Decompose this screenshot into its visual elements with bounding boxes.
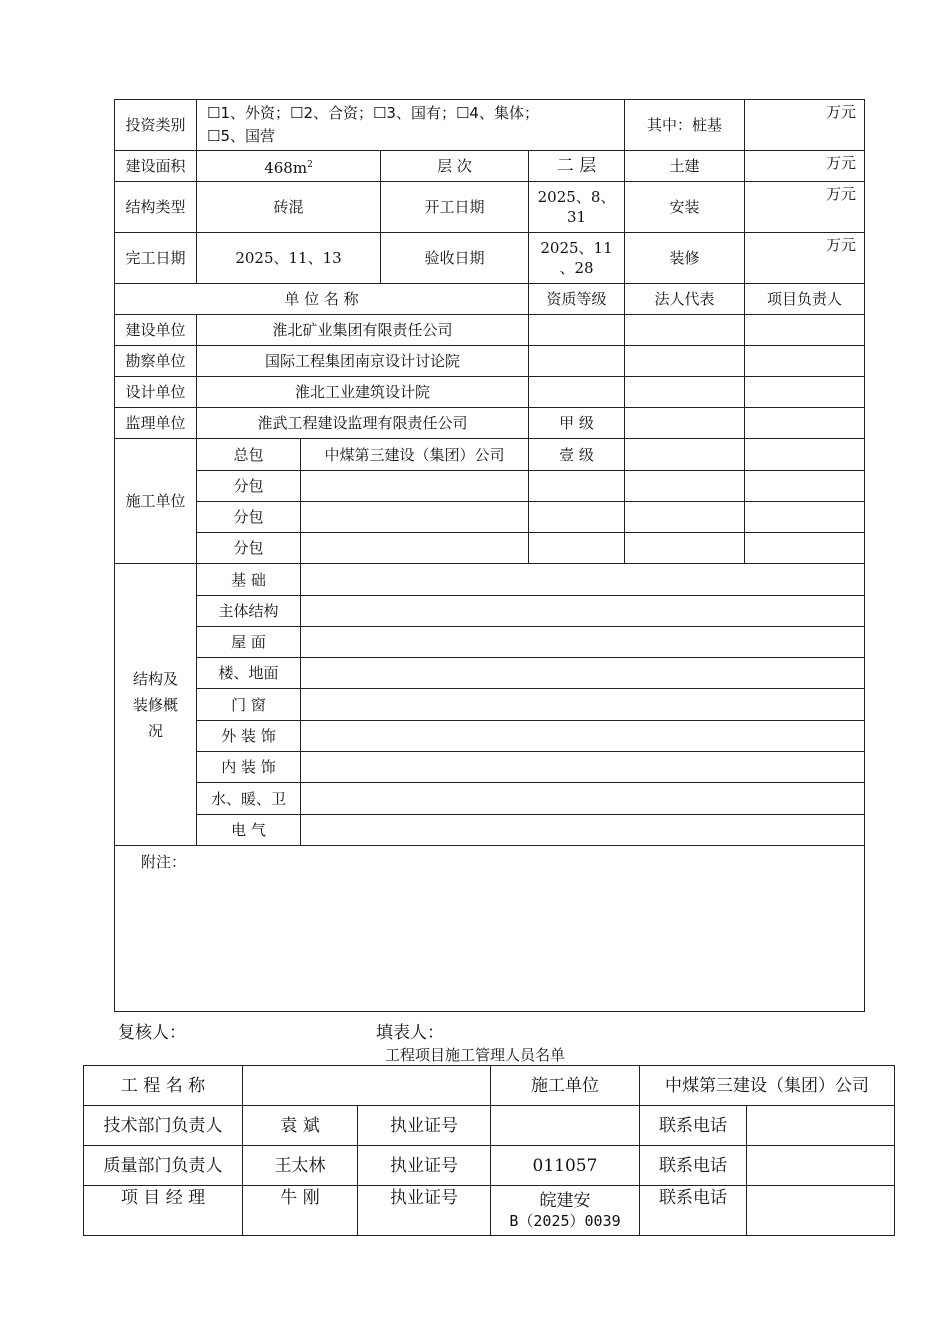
invest-options-line1: ☐1、外资；☐2、合资；☐3、国有；☐4、集体； bbox=[207, 104, 539, 122]
structure-item-label: 电 气 bbox=[197, 815, 301, 846]
install-value: 万元 bbox=[745, 182, 865, 233]
unit-pm bbox=[745, 315, 865, 346]
note-cell bbox=[115, 846, 865, 1012]
units-header-grade: 资质等级 bbox=[529, 284, 625, 315]
phone-label: 联系电话 bbox=[640, 1186, 747, 1236]
unit-pm bbox=[745, 408, 865, 439]
cert-value: 011057 bbox=[491, 1146, 640, 1186]
staff-table bbox=[83, 1065, 895, 1236]
structure-label: 结构类型 bbox=[115, 182, 197, 233]
structure-item-value bbox=[301, 658, 865, 689]
construction-type: 总包 bbox=[197, 439, 301, 471]
unit-pm bbox=[745, 346, 865, 377]
cert-label: 执业证号 bbox=[358, 1106, 491, 1146]
start-label: 开工日期 bbox=[381, 182, 529, 233]
unit-role: 设计单位 bbox=[115, 377, 197, 408]
structure-item-label: 水、暖、卫 bbox=[197, 783, 301, 815]
unit-grade bbox=[529, 346, 625, 377]
structure-item-label: 门 窗 bbox=[197, 689, 301, 721]
construction-legal bbox=[625, 502, 745, 533]
structure-item-value bbox=[301, 783, 865, 815]
construction-name bbox=[301, 533, 529, 564]
structure-value: 砖混 bbox=[197, 182, 381, 233]
construction-legal bbox=[625, 439, 745, 471]
unit-grade: 甲 级 bbox=[529, 408, 625, 439]
staff-name: 袁 斌 bbox=[243, 1106, 358, 1146]
civil-label: 土建 bbox=[625, 151, 745, 182]
unit-grade bbox=[529, 315, 625, 346]
cert-label: 执业证号 bbox=[358, 1146, 491, 1186]
construction-name bbox=[301, 471, 529, 502]
unit-grade bbox=[529, 377, 625, 408]
phone-value bbox=[747, 1106, 895, 1146]
construction-pm bbox=[745, 471, 865, 502]
invest-options bbox=[197, 100, 625, 151]
units-header-name: 单 位 名 称 bbox=[115, 284, 529, 315]
floors-label: 层 次 bbox=[381, 151, 529, 182]
staff-list-title: 工程项目施工管理人员名单 bbox=[384, 1046, 565, 1064]
staff-role: 项 目 经 理 bbox=[84, 1186, 243, 1236]
structure-item-value bbox=[301, 689, 865, 721]
unit-pm bbox=[745, 377, 865, 408]
construction-label: 施工单位 bbox=[115, 439, 197, 564]
decor-value: 万元 bbox=[745, 233, 865, 284]
units-header-pm: 项目负责人 bbox=[745, 284, 865, 315]
start-value: 2025、8、 31 bbox=[529, 182, 625, 233]
area-value: $468m^2$ bbox=[197, 151, 381, 182]
unit-role: 监理单位 bbox=[115, 408, 197, 439]
staff-name: 王太林 bbox=[243, 1146, 358, 1186]
install-label: 安装 bbox=[625, 182, 745, 233]
phone-value bbox=[747, 1186, 895, 1236]
unit-name: 国际工程集团南京设计讨论院 bbox=[197, 346, 529, 377]
structure-item-label: 外 装 饰 bbox=[197, 721, 301, 752]
structure-item-value bbox=[301, 721, 865, 752]
floors-value: 二 层 bbox=[529, 151, 625, 182]
structure-item-value bbox=[301, 564, 865, 596]
note-label: 附注： bbox=[141, 853, 187, 871]
contractor-value: 中煤第三建设（集团）公司 bbox=[640, 1066, 895, 1106]
project-name-value bbox=[243, 1066, 491, 1106]
civil-value: 万元 bbox=[745, 151, 865, 182]
invest-options-line2: ☐5、国营 bbox=[207, 127, 275, 145]
structure-item-value bbox=[301, 752, 865, 783]
construction-pm bbox=[745, 533, 865, 564]
finish-value: 2025、11、13 bbox=[197, 233, 381, 284]
structure-section-label: 结构及 装修概 况 bbox=[115, 564, 197, 846]
staff-role: 质量部门负责人 bbox=[84, 1146, 243, 1186]
unit-name: 淮武工程建设监理有限责任公司 bbox=[197, 408, 529, 439]
finish-label: 完工日期 bbox=[115, 233, 197, 284]
structure-item-label: 主体结构 bbox=[197, 596, 301, 627]
structure-item-value bbox=[301, 627, 865, 658]
construction-legal bbox=[625, 533, 745, 564]
unit-name: 淮北矿业集团有限责任公司 bbox=[197, 315, 529, 346]
cert-label: 执业证号 bbox=[358, 1186, 491, 1236]
structure-item-value bbox=[301, 815, 865, 846]
decor-label: 装修 bbox=[625, 233, 745, 284]
invest-type-label: 投资类别 bbox=[115, 100, 197, 151]
construction-grade: 壹 级 bbox=[529, 439, 625, 471]
cert-value bbox=[491, 1106, 640, 1146]
accept-label: 验收日期 bbox=[381, 233, 529, 284]
filler-label: 填表人： bbox=[376, 1023, 444, 1043]
staff-name: 牛 刚 bbox=[243, 1186, 358, 1236]
construction-grade bbox=[529, 471, 625, 502]
pile-label: 其中：桩基 bbox=[625, 100, 745, 151]
reviewer-label: 复核人： bbox=[118, 1023, 186, 1043]
structure-item-label: 基 础 bbox=[197, 564, 301, 596]
construction-pm bbox=[745, 502, 865, 533]
staff-role: 技术部门负责人 bbox=[84, 1106, 243, 1146]
phone-label: 联系电话 bbox=[640, 1106, 747, 1146]
construction-type: 分包 bbox=[197, 471, 301, 502]
construction-pm bbox=[745, 439, 865, 471]
phone-value bbox=[747, 1146, 895, 1186]
construction-type: 分包 bbox=[197, 533, 301, 564]
unit-role: 勘察单位 bbox=[115, 346, 197, 377]
construction-name: 中煤第三建设（集团）公司 bbox=[301, 439, 529, 471]
accept-value: 2025、11 、28 bbox=[529, 233, 625, 284]
structure-item-value bbox=[301, 596, 865, 627]
structure-item-label: 内 装 饰 bbox=[197, 752, 301, 783]
pile-value: 万元 bbox=[745, 100, 865, 151]
unit-legal bbox=[625, 315, 745, 346]
unit-legal bbox=[625, 346, 745, 377]
project-info-table bbox=[114, 99, 865, 1012]
unit-legal bbox=[625, 408, 745, 439]
contractor-label: 施工单位 bbox=[491, 1066, 640, 1106]
unit-name: 淮北工业建筑设计院 bbox=[197, 377, 529, 408]
phone-label: 联系电话 bbox=[640, 1146, 747, 1186]
structure-item-label: 屋 面 bbox=[197, 627, 301, 658]
area-label: 建设面积 bbox=[115, 151, 197, 182]
construction-grade bbox=[529, 533, 625, 564]
unit-legal bbox=[625, 377, 745, 408]
project-name-label: 工 程 名 称 bbox=[84, 1066, 243, 1106]
cert-value: 皖建安 B（2025）0039 bbox=[491, 1186, 640, 1236]
unit-role: 建设单位 bbox=[115, 315, 197, 346]
construction-name bbox=[301, 502, 529, 533]
construction-grade bbox=[529, 502, 625, 533]
construction-type: 分包 bbox=[197, 502, 301, 533]
construction-legal bbox=[625, 471, 745, 502]
units-header-legal: 法人代表 bbox=[625, 284, 745, 315]
structure-item-label: 楼、地面 bbox=[197, 658, 301, 689]
